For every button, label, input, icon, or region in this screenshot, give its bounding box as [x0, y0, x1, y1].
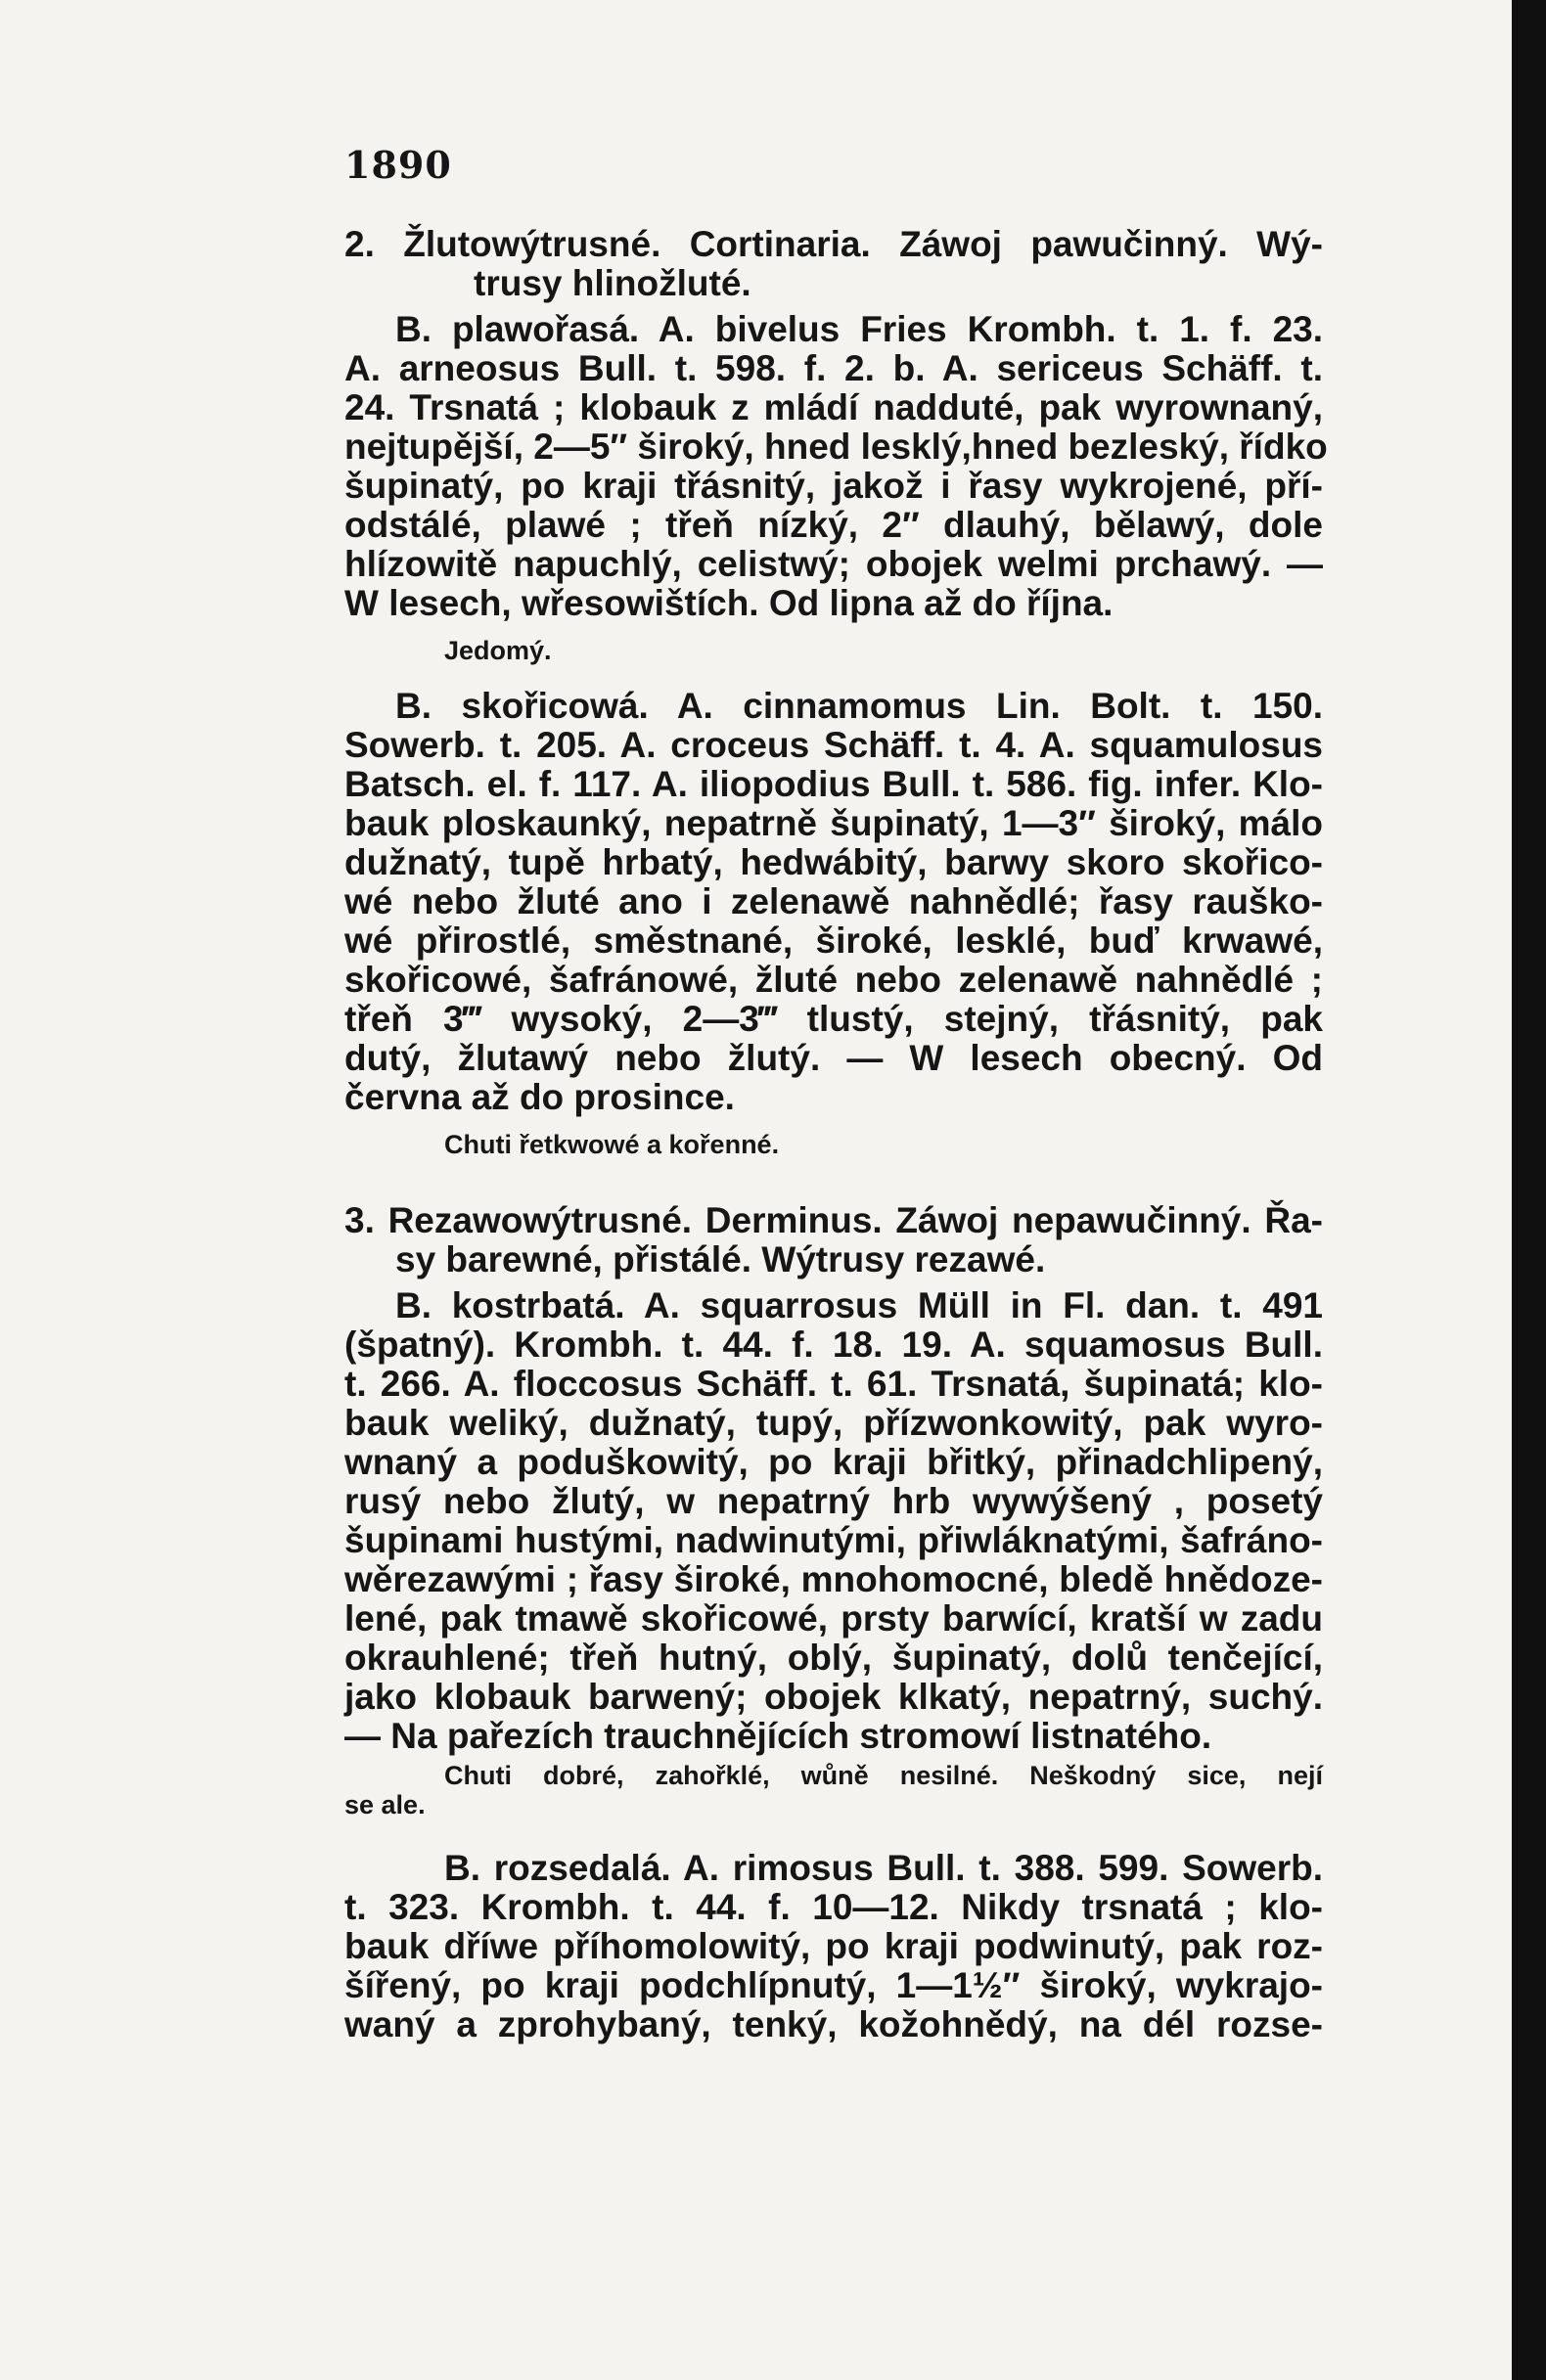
- text-line: Sowerb. t. 205. A. croceus Schäff. t. 4. A. squamulosus: [344, 725, 1323, 765]
- text-line: šupinami hustými, nadwinutými, přiwláknatými, šafráno-: [344, 1520, 1323, 1560]
- text-line: sy barewné, přistálé. Wýtrusy rezawé.: [395, 1239, 1046, 1280]
- note-line: Jedomý.: [444, 636, 552, 665]
- text-line: t. 323. Krombh. t. 44. f. 10—12. Nikdy trsnatá ; klo-: [344, 1887, 1323, 1927]
- text-line: června až do prosince.: [344, 1077, 735, 1117]
- text-line: (špatný). Krombh. t. 44. f. 18. 19. A. squamosus Bull.: [344, 1325, 1323, 1365]
- text-line: wé přirostlé, směstnané, široké, lesklé, buď krwawé,: [344, 921, 1323, 961]
- text-line: skořicowé, šafránowé, žluté nebo zelenawě nahnědlé ;: [344, 960, 1323, 1000]
- text-line: bauk ploskaunký, nepatrně šupinatý, 1—3″ široký, málo: [344, 803, 1323, 843]
- note-line: Chuti řetkwowé a kořenné.: [444, 1130, 780, 1159]
- text-line: lené, pak tmawě skořicowé, prsty barwící, kratší w zadu: [344, 1598, 1323, 1639]
- text-line: 3. Rezawowýtrusné. Derminus. Záwoj nepawučinný. Řa-: [344, 1200, 1323, 1240]
- text-line: wé nebo žluté ano i zelenawě nahnědlé; řasy rauško-: [344, 881, 1323, 921]
- text-line: Batsch. el. f. 117. A. iliopodius Bull. t. 586. fig. infer. Klo-: [344, 764, 1323, 804]
- text-line: třeň 3‴ wysoký, 2—3‴ tlustý, stejný, třásnitý, pak: [344, 999, 1323, 1039]
- text-line: B. plawořasá. A. bivelus Fries Krombh. t. 1. f. 23.: [395, 309, 1323, 349]
- text-line: okrauhlené; třeň hutný, oblý, šupinatý, dolů tenčející,: [344, 1638, 1323, 1678]
- text-line: trusy hlinožluté.: [474, 263, 751, 303]
- text-line: 24. Trsnatá ; klobauk z mládí nadduté, pak wyrownaný,: [344, 387, 1323, 427]
- text-line: hlízowitě napuchlý, celistwý; obojek welmi prchawý. —: [344, 544, 1323, 584]
- note-line: Chuti dobré, zahořklé, wůně nesilné. Neškodný sice, nejí: [444, 1761, 1323, 1790]
- text-line: B. kostrbatá. A. squarrosus Müll in Fl. dan. t. 491: [395, 1285, 1323, 1325]
- text-line: t. 266. A. floccosus Schäff. t. 61. Trsnatá, šupinatá; klo-: [344, 1364, 1323, 1404]
- text-line: nejtupější, 2—5″ široký, hned lesklý,hned bezleský, řídko: [344, 427, 1328, 467]
- text-line: jako klobauk barwený; obojek klkatý, nepatrný, suchý.: [344, 1677, 1323, 1717]
- text-line: dužnatý, tupě hrbatý, hedwábitý, barwy skoro skořico-: [344, 842, 1323, 882]
- page-number: 1890: [344, 143, 452, 187]
- text-line: rusý nebo žlutý, w nepatrný hrb wywýšený , posetý: [344, 1481, 1323, 1521]
- text-line: bauk weliký, dužnatý, tupý, přízwonkowitý, pak wyro-: [344, 1403, 1323, 1443]
- text-line: šupinatý, po kraji třásnitý, jakož i řasy wykrojené, pří-: [344, 466, 1323, 506]
- text-line: — Na pařezích trauchnějících stromowí listnatého.: [344, 1716, 1212, 1756]
- text-line: odstálé, plawé ; třeň nízký, 2″ dlauhý, bělawý, dole: [344, 505, 1323, 545]
- text-line: B. rozsedalá. A. rimosus Bull. t. 388. 599. Sowerb.: [444, 1848, 1323, 1888]
- text-line: 2. Žlutowýtrusné. Cortinaria. Záwoj pawučinný. Wý-: [344, 224, 1323, 264]
- scan-border: [1512, 0, 1546, 2380]
- text-line: dutý, žlutawý nebo žlutý. — W lesech obecný. Od: [344, 1038, 1323, 1078]
- text-line: B. skořicowá. A. cinnamomus Lin. Bolt. t. 150.: [395, 686, 1323, 726]
- text-line: šířený, po kraji podchlípnutý, 1—1½″ široký, wykrajo-: [344, 1965, 1323, 2005]
- text-line: W lesech, wřesowištích. Od lipna až do října.: [344, 583, 1114, 623]
- note-line: se ale.: [344, 1790, 426, 1819]
- text-line: A. arneosus Bull. t. 598. f. 2. b. A. sericeus Schäff. t.: [344, 348, 1323, 388]
- text-line: wěrezawými ; řasy široké, mnohomocné, bledě hnědoze-: [344, 1559, 1323, 1599]
- text-line: bauk dříwe příhomolowitý, po kraji podwinutý, pak roz-: [344, 1926, 1323, 1966]
- text-line: waný a zprohybaný, tenký, kožohnědý, na dél rozse-: [344, 2004, 1323, 2044]
- text-line: wnaný a poduškowitý, po kraji břitký, přinadchlipený,: [344, 1442, 1323, 1482]
